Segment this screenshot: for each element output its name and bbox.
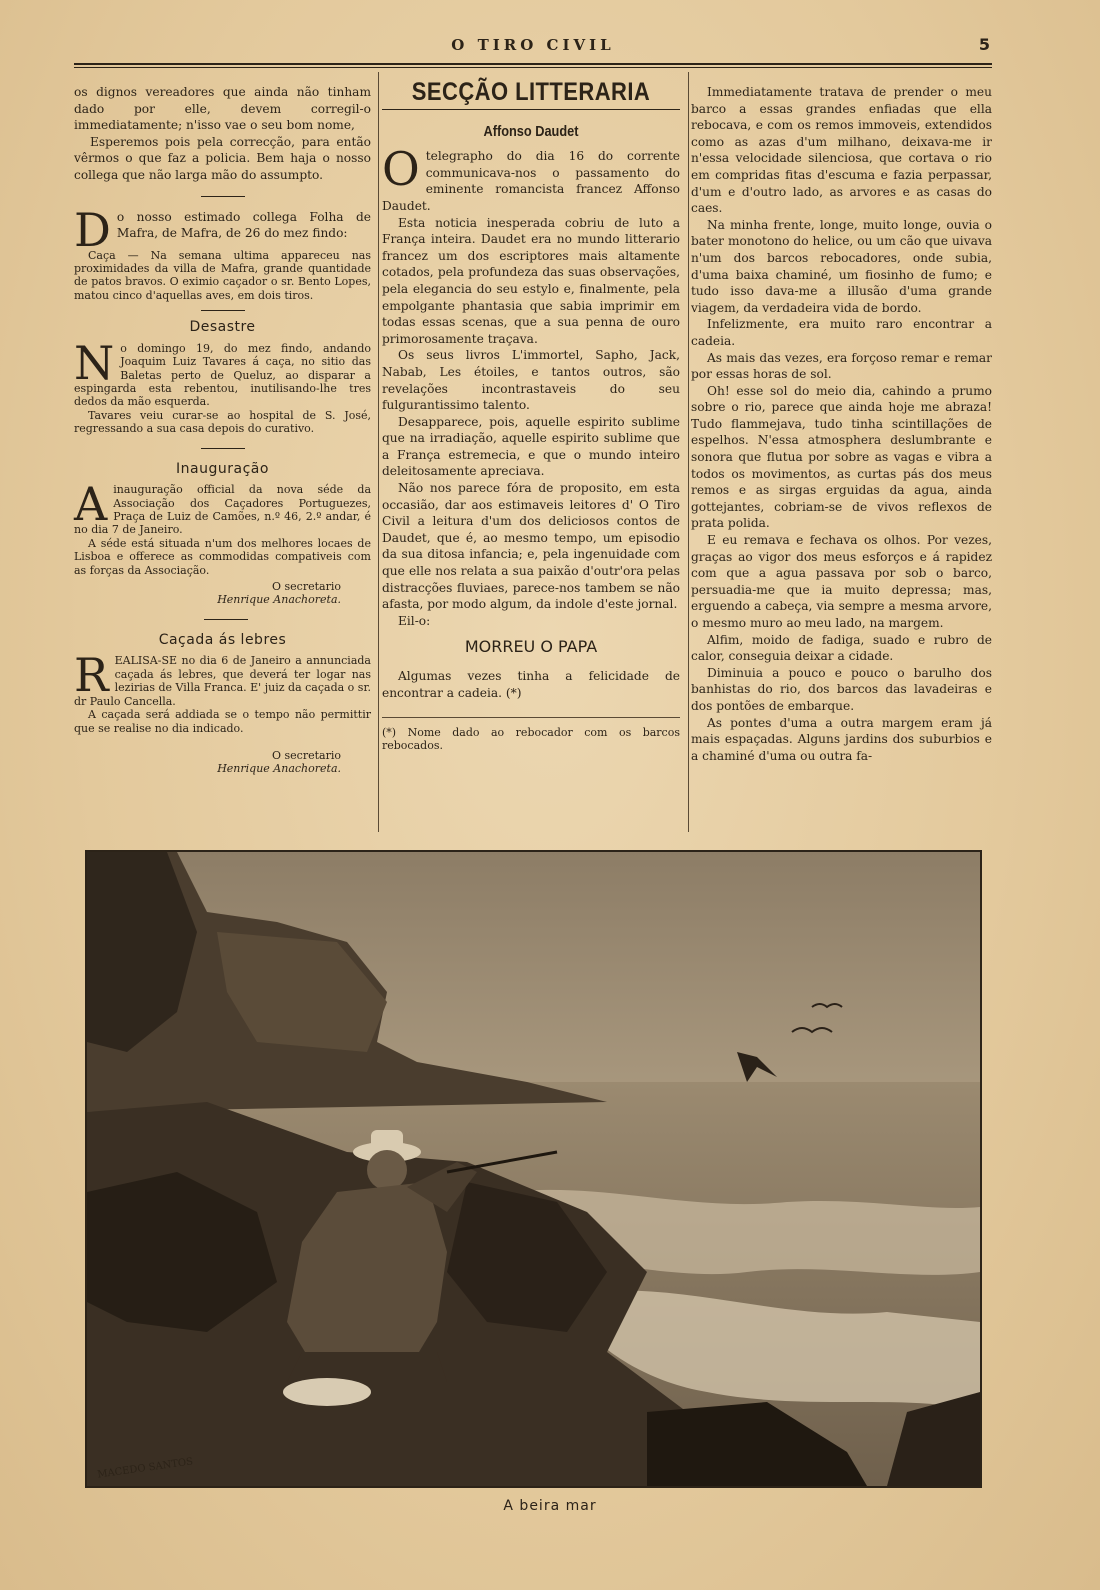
desastre-block <box>74 335 371 436</box>
story-paragraph-8: Alfim, moido de fadiga, suado e rubro de calor, conseguia deixar a cidade. <box>691 632 992 664</box>
page-header <box>74 30 992 60</box>
desastre-paragraph <box>74 335 371 409</box>
artist-signature: MACEDO SANTOS <box>96 1456 194 1481</box>
inauguracao-heading: Inauguração <box>176 460 269 477</box>
engraving-image <box>87 852 980 1486</box>
story-paragraph-3: Na minha frente, longe, muito longe, ouvia o bater monotono do helice, ou um cão que uivava n'um dos barcos rebocadores, onde subia, d'uma baixa chaminé, um fiosinho de fumo; e tudo isso dava-me a illusão d'uma grande viagem, da verdadeira vida de bordo. <box>691 217 992 315</box>
column-divider-1 <box>378 72 379 832</box>
illustration-caption: A beira mar <box>503 1498 597 1514</box>
column-divider-2 <box>688 72 689 832</box>
header-rule <box>74 63 992 65</box>
drop-cap: A <box>74 477 108 532</box>
story-paragraph-2: Immediatamente tratava de prender o meu barco a essas grandes enfiadas que ella rebocava, e com os remos immoveis, extendidos como as azas d'um milhano, deixava-me ir n'essa velocidade silenciosa, que cortava o rio em compridas fitas d'escuma e fazia perpassar, d'um e d'outro lado, as arvores e as casas do caes. <box>691 85 992 216</box>
cacada-paragraph <box>74 648 371 708</box>
cacada-block <box>74 648 371 776</box>
header-rule-thin <box>74 67 992 68</box>
illustration-seaside-hunter <box>85 850 982 1488</box>
section-rule <box>382 109 680 110</box>
column-2 <box>382 78 680 753</box>
section-title: SECÇÃO LITTERARIA <box>411 78 651 106</box>
inauguracao-text: inauguração official da nova séde da Associação dos Caçadores Portuguezes, Praça de Luiz de Camões, n.º 46, 2.º andar, é no dia 7 de Janeiro. <box>74 483 371 537</box>
article-paragraph-3: Os seus livros L'immortel, Sapho, Jack, Nabab, Les étoiles, e tantos outros, são revelações incontrastaveis do seu fulgurantissimo talento. <box>382 348 680 413</box>
story-title: MORREU O PAPA <box>464 637 598 657</box>
drop-cap: O <box>382 142 420 197</box>
drop-cap: N <box>74 335 115 390</box>
folha-quote-block <box>74 249 371 303</box>
article-paragraph-4: Desapparece, pois, aquelle espirito sublime que na irradiação, aquelle espirito sublime que a França estremecia, e que o mundo inteiro deleitosamente apreciava. <box>382 414 680 479</box>
inauguracao-paragraph <box>74 477 371 537</box>
page-number: 5 <box>978 35 990 54</box>
story-paragraph-7: E eu remava e fechava os olhos. Por vezes, graças ao vigor dos meus esforços e á rapidez com que a agua passava por sob o barco, persuadia-me que ia muito depressa; mas, erguendo a cabeça, via sempre a mesma arvore, o mesmo muro ao meu lado, na margem. <box>691 533 992 630</box>
signer-role: O secretario <box>272 580 341 594</box>
column-3 <box>691 84 992 764</box>
folha-paragraph <box>74 202 371 257</box>
separator <box>201 448 245 449</box>
column-1 <box>74 84 371 776</box>
article-paragraph-6: Eil-o: <box>398 613 431 628</box>
desastre-heading: Desastre <box>189 319 256 336</box>
drop-cap: R <box>74 648 109 703</box>
separator <box>204 619 248 620</box>
col1-paragraph-1: os dignos vereadores que ainda não tinham dado por elle, devem corregil-o immediatamente; n'isso vae o seu bom nome, <box>74 85 371 133</box>
article-paragraph-1: Otelegrapho do dia 16 do corrente communicava-nos o passamento do eminente romancista francez Affonso Daudet. <box>382 142 680 213</box>
col1-paragraph-2: Esperemos pois pela correcção, para então vêrmos o que faz a policia. Bem haja o nosso collega que não larga mão do assumpto. <box>74 134 371 182</box>
newspaper-title: O TIRO CIVIL <box>451 36 615 54</box>
signer-role: O secretario <box>272 748 341 762</box>
signer-name: Henrique Anachoreta. <box>217 762 341 776</box>
story-paragraph-9: Diminuia a pouco e pouco o barulho dos banhistas do rio, dos barcos das lavadeiras e dos pontões de embarque. <box>691 665 992 713</box>
footnote: (*) Nome dado ao rebocador com os barcos rebocados. <box>382 717 680 752</box>
desastre-text: o domingo 19, do mez findo, andando Joaquim Luiz Tavares á caça, no sitio das Baletas perto de Queluz, ao disparar a espingarda esta rebentou, inutilisando-lhe tres dedos da mão esquerda. <box>74 341 371 409</box>
story-paragraph-4: Infelizmente, era muito raro encontrar a cadeia. <box>691 317 992 348</box>
separator <box>201 310 245 311</box>
article-author-title: Affonso Daudet <box>483 122 579 140</box>
cacada-text-2: A caçada será addiada se o tempo não permittir que se realise no dia indicado. <box>74 708 371 735</box>
folha-quote: Caça — Na semana ultima appareceu nas proximidades da villa de Mafra, grande quantidade de patos bravos. O eximio caçador o sr. Bento Lopes, matou cinco d'aquellas aves, em dois tiros. <box>74 248 371 302</box>
folha-text: o nosso estimado collega Folha de Mafra, de Mafra, de 26 do mez findo: <box>116 209 371 241</box>
cacada-heading: Caçada ás lebres <box>158 631 287 648</box>
cacada-text: EALISA-SE no dia 6 de Janeiro a annunciada caçada ás lebres, que deverá ter logar nas lezirias de Villa Franca. E' juiz da caçada o sr. dr Paulo Cancella. <box>74 654 371 708</box>
story-paragraph-10: As pontes d'uma a outra margem eram já mais espaçadas. Alguns jardins dos suburbios e a chaminé d'uma ou outra fa- <box>691 715 992 763</box>
inauguracao-text-2: A séde está situada n'um dos melhores locaes de Lisboa e offerece as commodidas compativeis com as forças da Associação. <box>74 536 371 577</box>
desastre-text-2: Tavares veiu curar-se ao hospital de S. José, regressando a sua casa depois do curativo. <box>74 408 371 436</box>
story-paragraph-5: As mais das vezes, era forçoso remar e remar por essas horas de sol. <box>691 350 992 382</box>
separator <box>201 196 245 197</box>
story-paragraph-1: Algumas vezes tinha a felicidade de encontrar a cadeia. (*) <box>382 669 680 700</box>
inauguracao-block <box>74 477 371 607</box>
article-paragraph-5: Não nos parece fóra de proposito, em esta occasião, dar aos estimaveis leitores d' O Tiro Civil a leitura d'um dos deliciosos contos de Daudet, que é, ao mesmo tempo, um episodio da sua ditosa infancia; e, pela ingenuidade com que elle nos relata a sua paixão d'outr'ora pelas distracções fluviaes, parece-nos tambem se não afasta, por modo algum, da indole d'este jornal. <box>382 481 680 612</box>
drop-cap: D <box>74 202 111 257</box>
story-paragraph-6: Oh! esse sol do meio dia, cahindo a prumo sobre o rio, parece que ainda hoje me abraza! Tudo flammejava, tudo tinha scintillações de espelhos. N'essa atmosphera deslumbrante e sonora que flutua por sobre as vagas e vibra a todos os movimentos, as curtas pás dos meus remos e as sirgas erguidas da agua, ainda gottejantes, cobriam-se de vivos reflexos de prata polida. <box>691 383 992 531</box>
signer-name: Henrique Anachoreta. <box>217 593 341 607</box>
article-paragraph-2: Esta noticia inesperada cobriu de luto a França inteira. Daudet era no mundo litterario francez um dos escriptores mais altamente cotados, pela profundeza das suas observações, pela elegancia do seu estylo e, finalmente, pela empolgante phantasia que sabia imprimir em todas essas scenas, que a sua penna de ouro primorosamente traçava. <box>382 215 680 346</box>
